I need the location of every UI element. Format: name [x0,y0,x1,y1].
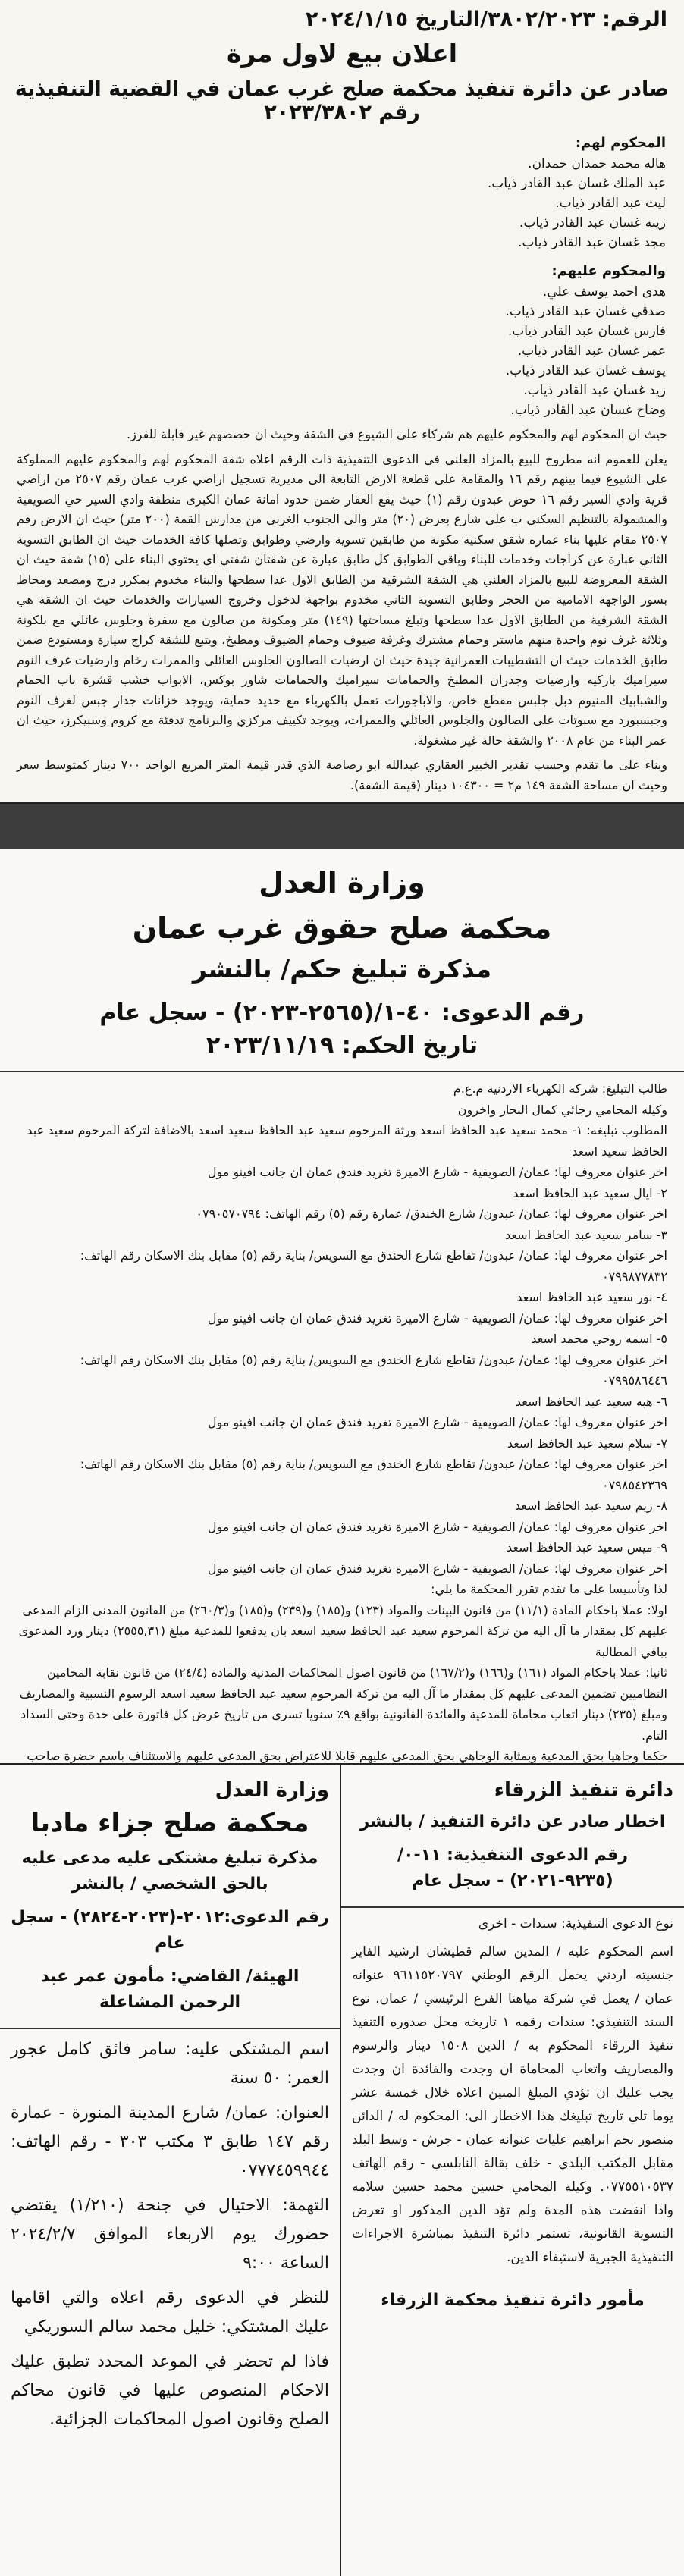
list-item: وضاح غسان عبد القادر ذياب. [510,403,666,418]
text-line: اخر عنوان معروف لها: عمان/ عبدون/ تقاطع شارع الخندق مع السويس/ بناية رقم (٥) مقابل بنك الاسكان رقم الهاتف: ٠٧٩٩٥٨٦٤٤٦ [80,1352,667,1388]
text-line: وكيله المحامي رجائي كمال النجار واخرون [457,1102,667,1117]
sale-announcement-notice [0,0,684,804]
text-line: ٥- اسمه روحي محمد اسعد [531,1332,667,1346]
header-stripe [0,804,684,849]
body-paragraph: للنظر في الدعوى رقم اعلاه والتي اقامها عليك المشتكي: خليل محمد سالم السوريكي [11,2289,329,2336]
text-line: اخر عنوان معروف لها: عمان/ الصويفية - شارع الاميرة تغريد فندق عمان ان جانب افينو مول [207,1310,667,1326]
body-paragraph: العنوان: عمان/ شارع المدينة المنورة - عمارة رقم ١٤٧ طابق ٣ مكتب ٣٠٣ - رقم الهاتف: ٠٧٧٧٤٥٩٩٤٤ [11,2104,329,2180]
list-item: هدى احمد يوسف علي. [542,284,666,300]
divider [0,2028,340,2029]
divider [341,1906,684,1908]
case-type: نوع الدعوى التنفيذية: سندات - اخرى [478,1916,673,1931]
defendants-list [18,154,666,253]
memo-title: مذكرة تبليغ حكم/ بالنشر [192,954,492,984]
case-number: رقم الدعوى: ٤٠-١/(٢٥٦٥-٢٠٢٣) - سجل عام [99,999,585,1026]
department-title: دائرة تنفيذ الزرقاء [494,1779,673,1802]
list-item: فارس غسان عبد القادر ذياب. [507,324,666,339]
body-paragraph: يعلن للعموم انه مطروح للبيع بالمزاد العلني في الدعوى التنفيذية ذات الرقم اعلاه شقة المحكوم لهم والمحكوم عليهم المملوكة على الشيوع فيما بينهم رقم ١٦ والمقامة على قطعة الارض التابعة الى مديرية تسجيل اراضي غرب عمان رقم ٢٥٠٧ من اراضي قرية وادي السير رقم ١٦ حوض عبدون رقم (١) حيث يقع العقار ضمن حدود امانة عمان الكبرى منطقة وادي السير حي الصويفية والمشمولة بالتنظيم السكني ب على شارع بعرض (٢٠) متر والى الجنوب الغربي من مدارس القمة (٢٠٠ متر) حيث ان الارض رقم ٢٥٠٧ مقام عليها بناء عمارة شقق سكنية مكونة من طابقين تسوية وارضي وطوابق وتصلها كافة الخدمات حيث ان الطابق التسوية الثاني عبارة عن كراجات وخدمات للبناء وباقي الطوابق كل طابق عبارة عن شقتان شقتي اي يحتوي البناء على (١٥) شقة حيث ان الشقة المعروضة للبيع بالمزاد العلني هي الشقة الشرقية من الطابق الاول عدا سطحها والبناء مخدوم بمكرر درج ومصعد ومحاط بسور الواجهة الامامية من الحجر وطابق التسوية الثاني مخدوم بواجهة لدخول وخروج السيارات والخدمات حيث ان الشقة هي الشقة الشرقية من الطابق الاول عدا سطحها وتبلغ مساحتها (١٤٩) متر ومكونة من صالون مع سفرة وجلوس عائلي مع بلكونة وثلاثة غرف نوم واحدة منهم ماستر وحمام مشترك وغرفة ضيوف وحمام الضيوف ومطبخ، ويتبع للشقة كراج سيارة ومستودع ضمن طابق الخدمات حيث ان التشطيبات العمرانية جيدة حيث ان ارضيات الصالون الجلوس العائلي والممرات رخام وارضيات غرف النوم سيراميك باركيه وارضيات وجدران المطبخ والحمامات سيراميك والحمامات شاور بوكس، الابواب خشب قشرة باب الحمام والشبابيك المنيوم دبل جلبس مقطع خاص، والاباجورات تعمل بالكهرباء مع حديد حماية، ويوجد خزانات جدار جبس لغرف النوم وجبسبورد مع سبوتات على الصالون والجلوس العائلي والممرات، ويوجد تكييف مركزي والبرنامج تدفئة مع كروم وسبيكرز، حيث ان عمر البناء من عام ٢٠٠٨ والشقة حالة غير مشغولة. [17,451,668,748]
text-line: اخر عنوان معروف لها: عمان/ الصويفية - شارع الاميرة تغريد فندق عمان ان جانب افينو مول [207,1519,667,1534]
issuer-heading: صادر عن دائرة تنفيذ محكمة صلح غرب عمان في القضية التنفيذية رقم ٢٠٢٣/٣٨٠٢ [14,77,670,124]
text-line: اخر عنوان معروف لها: عمان/ الصويفية - شارع الاميرة تغريد فندق عمان ان جانب افينو مول [207,1415,667,1429]
list-item: ليث عبد القادر ذياب. [555,196,666,211]
case-number: رقم الدعوى:٢٠١٢-(٢٠٢٣-٢٨٢٤) - سجل عام [11,1908,329,1953]
body-paragraph: التهمة: الاحتيال في جنحة (١/٢١٠) يقتضي حضورك يوم الاربعاء الموافق ٢٠٢٤/٢/٧ الساعة ٩:٠٠ [11,2196,329,2273]
text-line: اخر عنوان معروف لها: عمان/ الصويفية - شارع الاميرة تغريد فندق عمان ان جانب افينو مول [207,1165,667,1179]
announcement-title: اعلان بيع لاول مرة [226,39,458,68]
body-paragraph: فاذا لم تحضر في الموعد المحدد تطبق عليك الاحكام المنصوص عليها في قانون محاكم الصلح وقانون اصول المحاكمات الجزائية. [11,2352,329,2429]
text-line: ٣- سامر سعيد عبد الحافظ اسعد [505,1227,667,1242]
plaintiffs-list [18,282,666,420]
divider [0,1071,684,1072]
list-item: زينه غسان عبد القادر ذياب. [519,215,666,231]
text-line: اخر عنوان معروف لها: عمان/ عبدون/ تقاطع شارع الخندق مع السويس/ بناية رقم (٥) مقابل بنك الاسكان رقم الهاتف: ٠٧٩٨٥٤٢٣٦٩ [80,1457,667,1492]
text-line: لذا وتأسيسا على ما تقدم تقرر المحكمة ما يلي: [431,1582,667,1596]
text-line: ٨- ريم سعيد عبد الحافظ اسعد [514,1498,667,1513]
text-line: طالب التبليغ: شركة الكهرباء الاردنية م.ع.م [453,1081,667,1096]
zarqa-execution-notice [340,1765,684,2576]
text-line: ٩- ميس سعيد عبد الحافظ اسعد [506,1540,667,1555]
text-line: المطلوب تبليغه: ١- محمد سعيد عبد الحافظ اسعد ورثة المرحوم سعيد عبد الحافظ سعيد اسعد بالاضافة لتركة المرحوم سعيد عبد الحافظ سعيد اسعد [27,1123,667,1159]
text-line: ٧- سلام سعيد عبد الحافظ اسعد [507,1435,667,1451]
list-item: عبد الملك غسان عبد القادر ذياب. [487,176,666,191]
judgment-notification-notice [0,804,684,1765]
list-item: صدقي غسان عبد القادر ذياب. [505,304,666,319]
list-item: يوسف غسان عبد القادر ذياب. [505,363,666,378]
body-paragraph: حيث ان المحكوم لهم والمحكوم عليهم هم شركاء على الشيوع في الشقة وحيث ان حصصهم غير قابلة للفرز. [126,427,667,441]
text-line: اولا: عملا باحكام المادة (١١/١) من قانون البينات والمواد (١٢٣) و(١٨٥) و(٢٣٩) و(١٨٥) و(٢٦٠/٣) من القانون المدني الزام المدعى عليهم كل بمقدار ما آل اليه من تركة المرحوم سعيد عبد الحافظ سعيد اسعد بان يدفعوا للمدعية مبلغ (٢٥٥٥,٣١) دينار ورد المدعوى بباقي المطالبة [18,1602,667,1659]
body-paragraph: اسم المحكوم عليه / المدين سالم قطيشان ارشيد الفايز جنسيته اردني يحمل الرقم الوطني ٩٦١١٥٢٠٧٩٧ عنوانه عمان / يعمل في شركة مياهنا الفرع الرئيسي / عمان. نوع السند التنفيذي: سندات رقمه ١ تاريخه محل صدوره التنفيذ تنفيذ الزرقاء المحكوم به / الدين ١٥٠٨ دينار والرسوم والمصاريف واتعاب المحاماة ان وجدت والفائدة ان وجدت يجب عليك ان تؤدي المبلغ المبين اعلاه خلال خمسة عشر يوما تلي تاريخ تبليغك هذا الاخطار الى: المحكوم له / الدائن منصور نجم ابراهيم عليات عنوانه عمان - جرش - وسط البلد مقابل المكتب البلدي - خلف بقالة النابلسي - رقم الهاتف ٠٧٧٥٥١٠٥٣٧. وكيله المحامي حسين محمد حسين سلامه واذا انقضت هذه المدة ولم تؤد الدين المذكور او تعرض التسوية القانونية، تستمر دائرة التنفيذ بمباشرة الاجراءات التنفيذية الجبرية لاستيفاء الدين. [352,1944,674,2265]
court-title: محكمة صلح حقوق غرب عمان [132,911,552,945]
memo-title: مذكرة تبليغ مشتكى عليه مدعى عليه بالحق الشخصي / بالنشر [21,1849,318,1894]
signature: مأمور دائرة تنفيذ محكمة الزرقاء [381,2291,645,2310]
list-item: زيد غسان عبد القادر ذياب. [523,383,666,398]
body-paragraph: اسم المشتكى عليه: سامر فائق كامل عجور العمر: ٥٠ سنة [11,2040,329,2088]
reference-line: الرقم: ٣٨٠٢/٢٠٢٣/التاريخ ٢٠٢٤/١/١٥ [305,8,667,31]
plaintiffs-label: والمحكوم عليهم: [551,263,666,279]
text-line: ٢- ايال سعيد عبد الحافظ اسعد [513,1185,667,1200]
defendants-label: المحكوم لهم: [575,135,666,151]
text-line: اخر عنوان معروف لها: عمان/ عبدون/ تقاطع شارع الخندق مع السويس/ بناية رقم (٥) مقابل بنك الاسكان رقم الهاتف: ٠٧٩٩٨٧٧٨٣٢ [80,1248,667,1284]
case-number: رقم الدعوى التنفيذية: ١١-٠/ (٩٢٣٥-٢٠٢١) - سجل عام [397,1846,628,1890]
list-item: هاله محمد حمدان حمدان. [528,156,666,171]
judge-name: الهيئة/ القاضي: مأمون عمر عبد الرحمن المشاعلة [40,1967,300,2012]
madaba-court-notice [0,1765,340,2576]
notice-title: اخطار صادر عن دائرة التنفيذ / بالنشر [359,1812,666,1831]
list-item: مجد غسان عبد القادر ذياب. [518,235,666,250]
body-paragraph: وبناء على ما تقدم وحسب تقدير الخبير العقاري عبدالله ابو رصاصة الذي قدر قيمة المتر المربع الواحد ٧٠٠ دينار كمتوسط سعر وحيث ان مساحة الشقة ١٤٩ م٢ = ١٠٤٣٠٠ دينار (قيمة الشقة). [17,758,668,792]
text-line: ٦- هبه سعيد عبد الحافظ اسعد [515,1394,667,1409]
list-item: عمر غسان عبد القادر ذياب. [517,344,666,359]
text-line: اخر عنوان معروف لها: عمان/ الصويفية - شارع الاميرة تغريد فندق عمان ان جانب افينو مول [207,1561,667,1576]
text-line: ٤- نور سعيد عبد الحافظ اسعد [516,1290,667,1304]
text-line: حكما وجاهيا بحق المدعية وبمثابة الوجاهي بحق المدعى عليهم قابلا للاعتراض بحق المدعى عليهم والاستئناف باسم حضرة صاحب [27,1749,667,1763]
court-title: محكمة صلح جزاء مادبا [30,1808,309,1838]
ministry-title: وزارة العدل [215,1779,329,1802]
text-line: ثانيا: عملا باحكام المواد (١٦١) و(١٦٦) و(١٦٧/٢) من قانون اصول المحاكمات المدنية والمادة (٢٤/٤) من قانون نقابة المحامين النظاميين تضمين المدعى عليهم كل بمقدار ما آل اليه من تركة المرحوم سعيد عبد الحافظ سعيد اسعد الرسوم النسبية والمصاريف ومبلغ (٢٣٥) دينار اتعاب محاماة للمدعية والفائدة القانونية بواقع ٩٪ سنويا تسري من تاريخ عرض كل فاتورة على حدة وحتى السداد التام. [19,1665,667,1743]
text-line: اخر عنوان معروف لها: عمان/ عبدون/ شارع الخندق/ عمارة رقم (٥) رقم الهاتف: ٠٧٩٠٥٧٠٧٩٤ [196,1206,667,1221]
ministry-title: وزارة العدل [259,866,425,899]
judgment-date: تاريخ الحكم: ٢٠٢٣/١١/١٩ [206,1032,478,1059]
